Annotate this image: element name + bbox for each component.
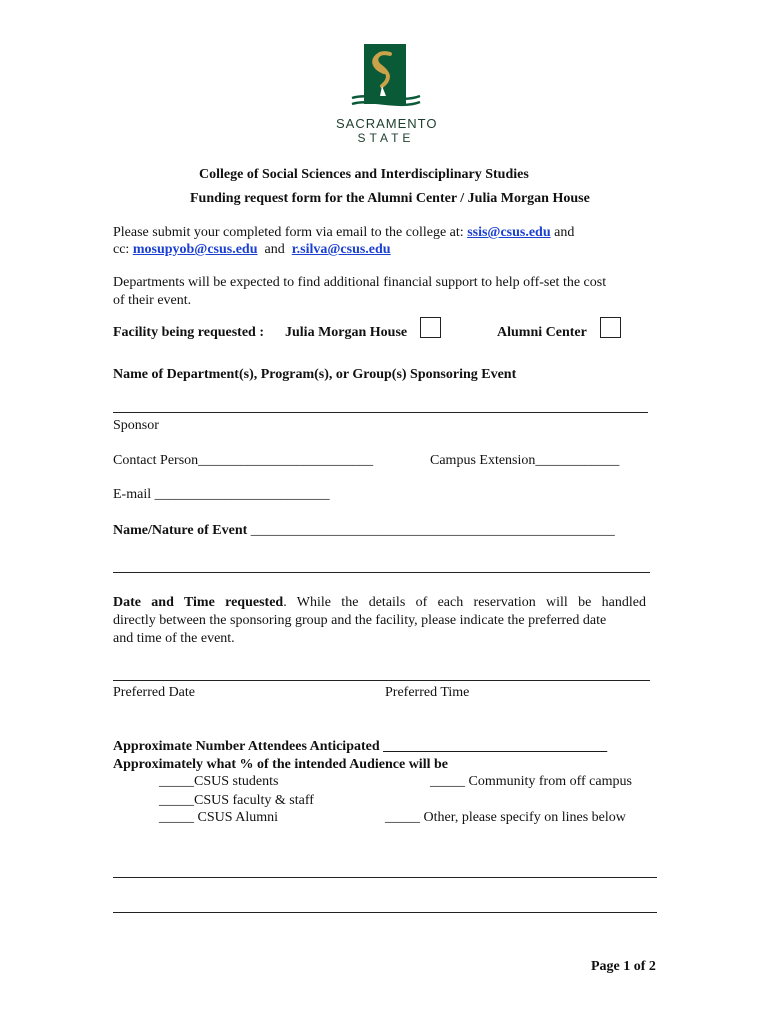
audience-label: Approximately what % of the intended Audience will be <box>113 757 448 772</box>
cc-prefix: cc: <box>113 242 133 257</box>
other-specify-line-2[interactable] <box>113 912 657 913</box>
contact-person-field[interactable]: Contact Person_________________________ <box>113 453 374 468</box>
event-line[interactable] <box>113 522 615 540</box>
submit-suffix: and <box>550 225 575 240</box>
other-specify-line-1[interactable] <box>113 877 657 878</box>
attendees-field[interactable]: Approximate Number Attendees Anticipated ________________________________ <box>113 739 608 754</box>
preferred-time-label: Preferred Time <box>385 685 470 700</box>
logo-text-line2: STATE <box>357 131 415 145</box>
email-field[interactable]: E-mail _________________________ <box>113 487 330 502</box>
email-link-ssis[interactable]: ssis@csus.edu <box>467 225 551 240</box>
form-title: Funding request form for the Alumni Center / Julia Morgan House <box>190 191 590 206</box>
email-link-rsilva[interactable]: r.silva@csus.edu <box>291 242 391 257</box>
submit-prefix: Please submit your completed form via email to the college at: <box>113 225 468 240</box>
sponsor-label: Sponsor <box>113 418 159 433</box>
checkbox-alumni-center[interactable] <box>600 317 621 338</box>
audience-csus-alumni[interactable]: _____ CSUS Alumni <box>159 810 279 825</box>
date-time-line2: directly between the sponsoring group and the facility, please indicate the preferred date <box>113 613 607 628</box>
audience-csus-students[interactable]: _____CSUS students <box>159 774 279 789</box>
cc-and: and <box>264 242 285 257</box>
audience-faculty-staff[interactable]: _____CSUS faculty & staff <box>159 793 314 808</box>
department-input-line[interactable] <box>113 412 648 413</box>
cc-line <box>113 241 391 259</box>
email-link-mosupyob[interactable]: mosupyob@csus.edu <box>132 242 258 257</box>
submit-instructions <box>113 224 574 242</box>
audience-other[interactable]: _____ Other, please specify on lines below <box>385 810 626 825</box>
audience-community[interactable]: _____ Community from off campus <box>430 774 632 789</box>
logo-text-line1: SACRAMENTO <box>336 116 438 131</box>
event-label: Name/Nature of Event <box>113 523 248 538</box>
facility-option-julia-morgan: Julia Morgan House <box>285 325 408 340</box>
date-time-input-line[interactable] <box>113 680 650 681</box>
facility-label: Facility being requested : <box>113 325 265 340</box>
departments-note-line2: of their event. <box>113 293 192 308</box>
department-label: Name of Department(s), Program(s), or Group(s) Sponsoring Event <box>113 367 517 382</box>
event-input-line-2[interactable] <box>113 572 650 573</box>
date-time-label: Date and Time requested <box>113 595 284 610</box>
date-time-line1-rest: . While the details of each reservation will be handled <box>283 595 646 610</box>
college-heading: College of Social Sciences and Interdisciplinary Studies <box>199 167 529 182</box>
departments-note-line1: Departments will be expected to find additional financial support to help off-set the cost <box>113 275 607 290</box>
preferred-date-label: Preferred Date <box>113 685 196 700</box>
campus-extension-field[interactable]: Campus Extension____________ <box>430 453 620 468</box>
event-underline: ____________________________________________________ <box>247 523 615 538</box>
date-time-paragraph-line1 <box>113 594 646 612</box>
facility-option-alumni-center: Alumni Center <box>497 325 587 340</box>
page-number: Page 1 of 2 <box>591 959 656 974</box>
logo-mark-icon <box>330 42 440 112</box>
date-time-line3: and time of the event. <box>113 631 235 646</box>
sacramento-state-logo <box>330 42 440 148</box>
checkbox-julia-morgan[interactable] <box>420 317 441 338</box>
